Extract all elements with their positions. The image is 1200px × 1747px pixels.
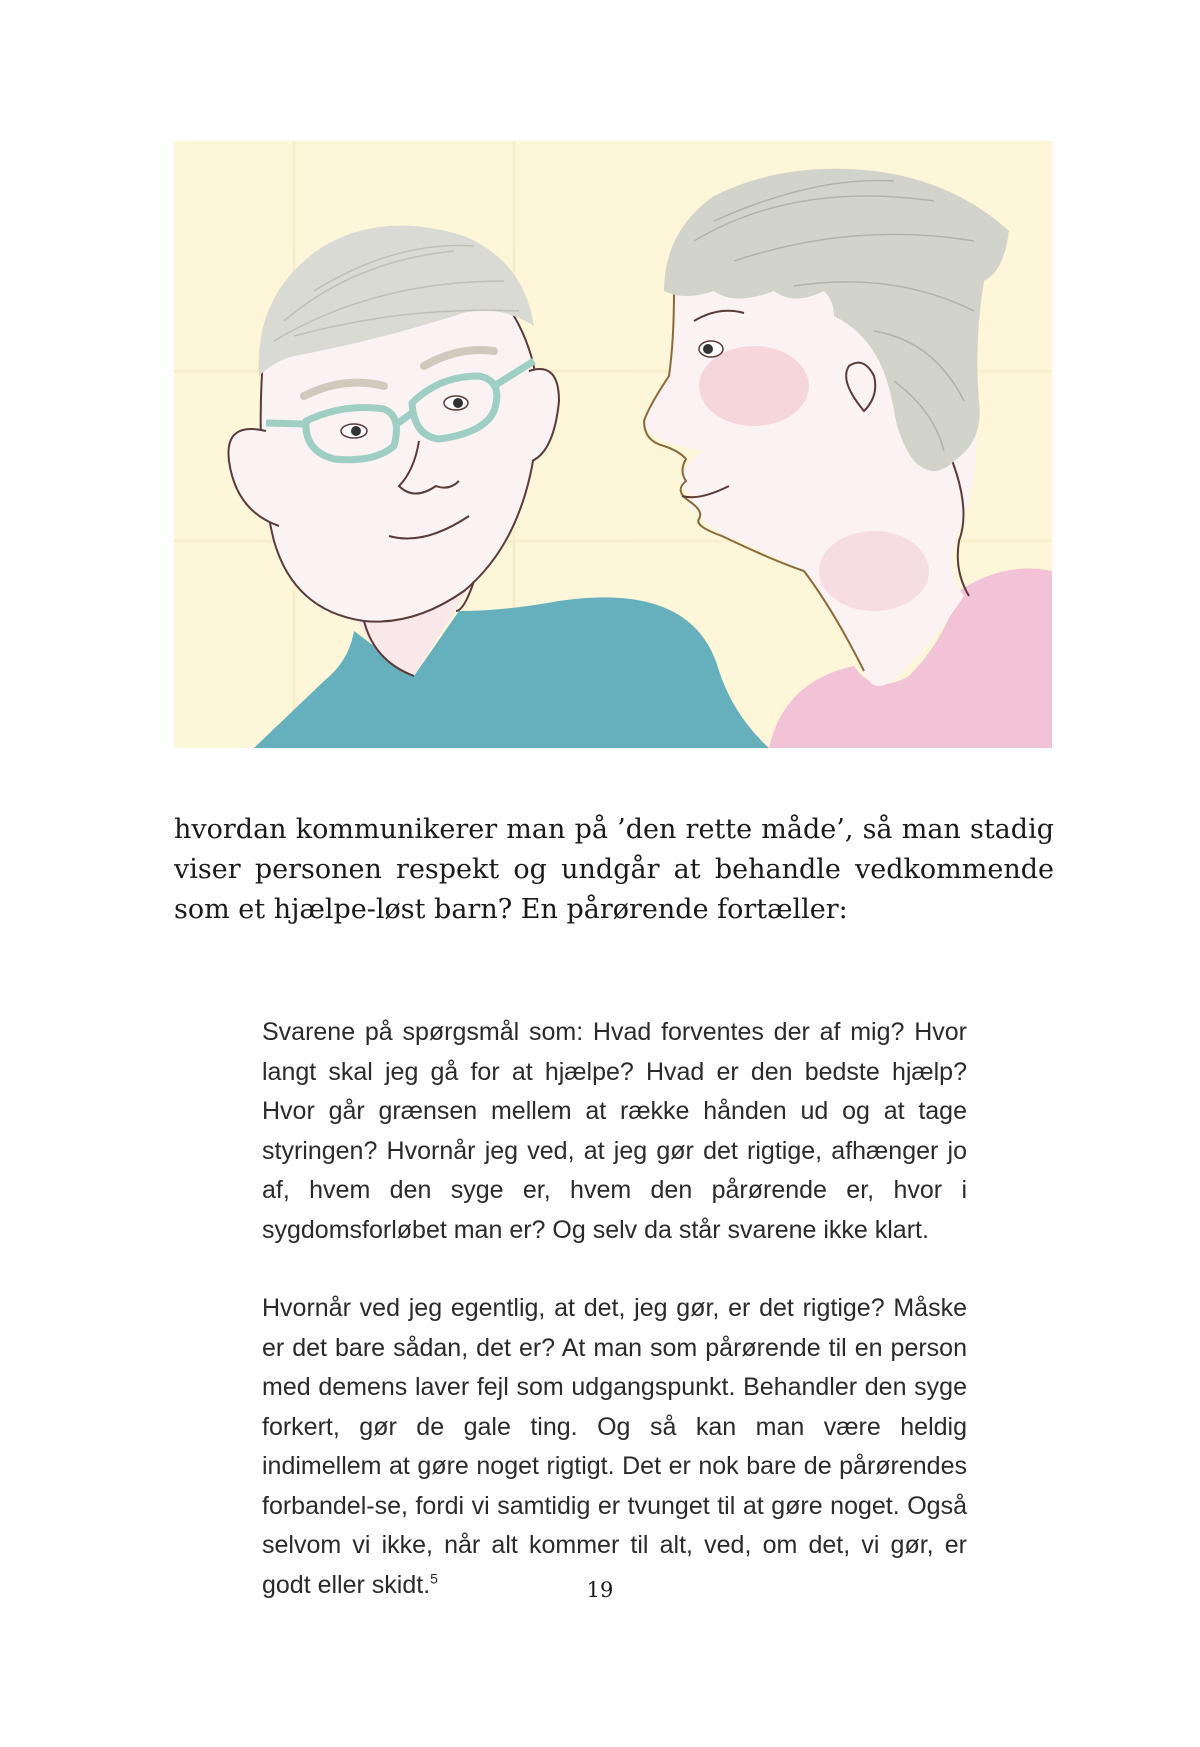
quote-block (262, 1013, 967, 1605)
illustration-drawing (174, 141, 1052, 748)
woman-pupil (703, 344, 713, 354)
woman-cheek (699, 346, 809, 426)
intro-paragraph: hvordan kommunikerer man på ’den rette måde’, så man stadig viser personen respekt og undgår at behandle vedkommende som et hjælpe-løst barn? En pårørende fortæller: (174, 814, 1054, 925)
quote-paragraph-1: Svarene på spørgsmål som: Hvad forventes der af mig? Hvor langt skal jeg gå for at hjælpe? Hvad er den bedste hjælp? Hvor går grænsen mellem at række hånden ud og at tage styringen? Hvornår jeg ved, at jeg gør det rigtige, afhænger jo af, hvem den syge er, hvem den pårørende er, hvor i sygdomsforløbet man er? Og selv da står svarene ikke klart. (262, 1018, 967, 1244)
man-pupil-right (453, 398, 463, 408)
man-pupil-left (351, 426, 361, 436)
page-number: 19 (586, 1578, 614, 1602)
woman-neck-shade (819, 531, 929, 611)
quote-paragraph-2 (262, 1289, 967, 1605)
footnote-reference[interactable]: 5 (430, 1570, 438, 1587)
quote-paragraph-2-text: Hvornår ved jeg egentlig, at det, jeg gør, er det rigtige? Måske er det bare sådan, det er? At man som pårørende til en person med demens laver fejl som udgangspunkt. Behandler den syge forkert, gør de gale ting. Og så kan man være heldig indimellem at gøre noget rigtigt. Det er nok bare de pårørendes forbandel-se, fordi vi samtidig er tvunget til at gøre noget. Også selvom vi ikke, når alt kommer til alt, ved, om det, vi gør, er godt eller skidt. (262, 1294, 967, 1599)
illustration-two-people (174, 141, 1052, 748)
